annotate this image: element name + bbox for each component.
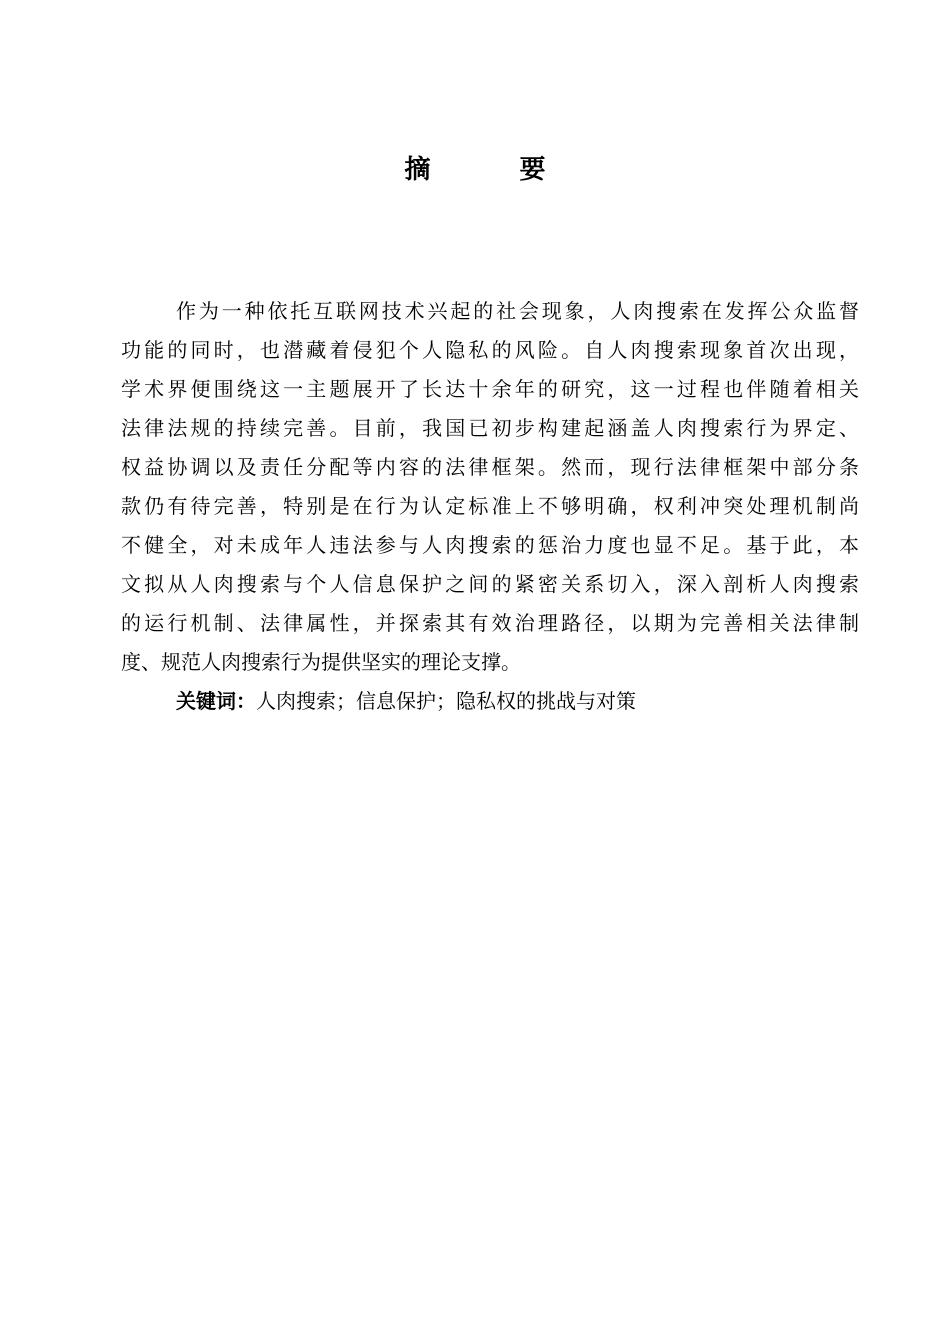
- abstract-line: 不健全，对未成年人违法参与人肉搜索的惩治力度也显不足。基于此，本: [121, 533, 859, 557]
- abstract-line: 作为一种依托互联网技术兴起的社会现象，人肉搜索在发挥公众监督: [176, 299, 859, 323]
- abstract-line: 功能的同时，也潜藏着侵犯个人隐私的风险。自人肉搜索现象首次出现，: [121, 338, 859, 362]
- abstract-body: [121, 292, 859, 721]
- abstract-line: 款仍有待完善，特别是在行为认定标准上不够明确，权利冲突处理机制尚: [121, 494, 859, 518]
- abstract-line: 的运行机制、法律属性，并探索其有效治理路径，以期为完善相关法律制: [121, 611, 859, 635]
- abstract-line: 度、规范人肉搜索行为提供坚实的理论支撑。: [121, 650, 521, 674]
- keywords-line: [121, 682, 859, 721]
- page-title: 摘 要: [404, 155, 586, 185]
- keywords-label: 关键词：: [176, 689, 256, 713]
- abstract-line: 学术界便围绕这一主题展开了长达十余年的研究，这一过程也伴随着相关: [121, 377, 859, 401]
- abstract-line: 法律法规的持续完善。目前，我国已初步构建起涵盖人肉搜索行为界定、: [121, 416, 859, 440]
- abstract-line: 权益协调以及责任分配等内容的法律框架。然而，现行法律框架中部分条: [121, 455, 859, 479]
- keywords-value: 人肉搜索；信息保护；隐私权的挑战与对策: [256, 689, 636, 713]
- abstract-line: 文拟从人肉搜索与个人信息保护之间的紧密关系切入，深入剖析人肉搜索: [121, 572, 859, 596]
